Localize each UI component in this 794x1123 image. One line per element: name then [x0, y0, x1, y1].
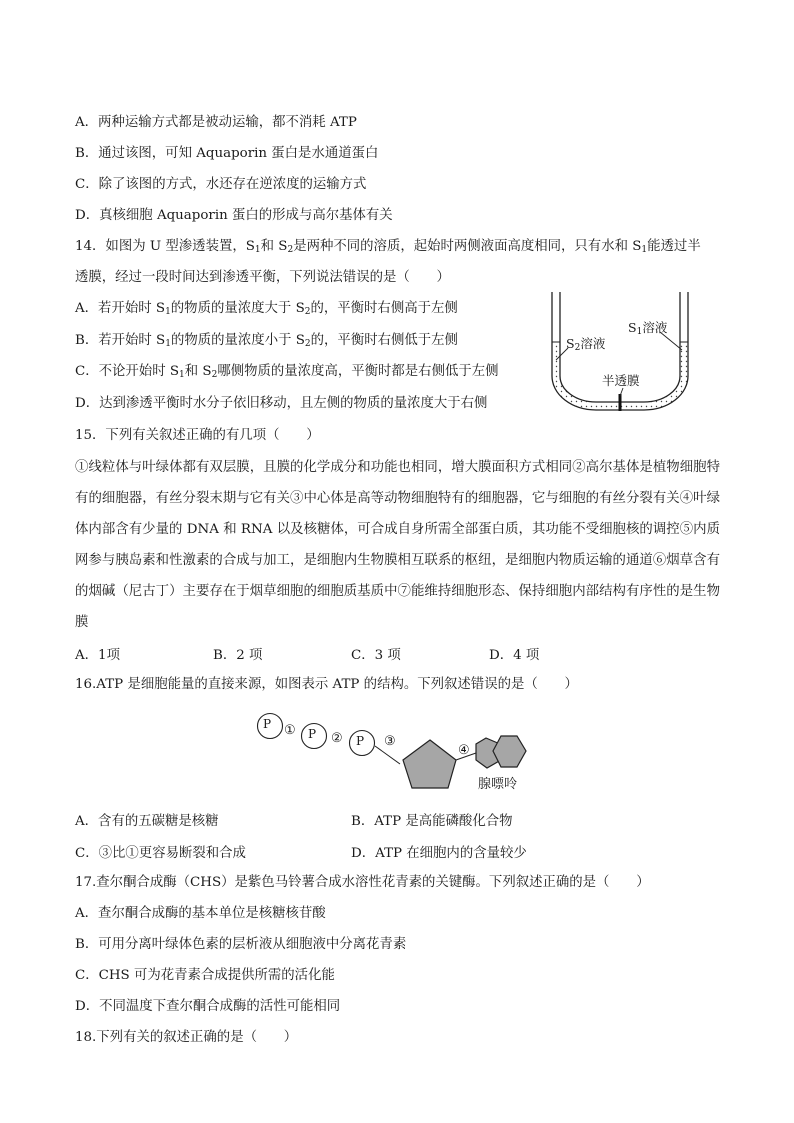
q17-option-d: D．不同温度下查尔酮合成酶的活性可能相同	[75, 999, 341, 1014]
q17-option-c: C．CHS 可为花青素合成提供所需的活化能	[75, 968, 335, 983]
q17-option-b: B．可用分离叶绿体色素的层析液从细胞液中分离花青素	[75, 937, 407, 952]
q15-option-a: A．1项	[75, 648, 120, 663]
bond-marker-3: ③	[384, 734, 396, 749]
phosphate-2-label: P	[308, 727, 317, 741]
q18-stem: 18.下列有关的叙述正确的是（ ）	[75, 1030, 298, 1045]
q16-stem: 16.ATP 是细胞能量的直接来源，如图表示 ATP 的结构。下列叙述错误的是（ ）	[75, 677, 578, 692]
q17-option-a: A．查尔酮合成酶的基本单位是核糖核苷酸	[75, 906, 326, 921]
q13-option-c: C．除了该图的方式，水还存在逆浓度的运输方式	[75, 177, 367, 192]
fig-s1-label: $S_1$溶液	[628, 320, 668, 337]
phosphate-3-label: P	[356, 734, 365, 748]
q13-option-d: D．真核细胞 Aquaporin 蛋白的形成与高尔基体有关	[75, 208, 393, 223]
fig-membrane-label: 半透膜	[602, 373, 640, 388]
q16-option-b: B．ATP 是高能磷酸化合物	[351, 814, 513, 829]
bond-marker-4: ④	[458, 743, 470, 758]
ribose-pentagon	[403, 740, 456, 788]
q14-stem-line1: 14．如图为 U 型渗透装置，$S_1$和 $S_2$是两种不同的溶质，起始时两侧液面高度相同，只有水和 $S_1$能透过半	[75, 239, 701, 255]
q15-paragraph: ①线粒体与叶绿体都有双层膜，且膜的化学成分和功能也相同，增大膜面积方式相同②高尔基体是植物细胞特有的细胞器，有丝分裂末期与它有关③中心体是高等动物细胞特有的细胞器，它与细胞的有丝分裂有关④叶绿体内部含有少量的 DNA 和 RNA 以及核糖体，可合成自身所需全部蛋白质，其功能不受细胞核的调控⑤内质网参与胰岛素和性激素的合成与加工，是细胞内生物膜相互联系的枢纽，是细胞内物质运输的通道⑥烟草含有的烟碱（尼古丁）主要存在于烟草细胞的细胞质基质中⑦能维持细胞形态、保持细胞内部结构有序性的是生物膜	[75, 460, 720, 630]
q14-option-b: B．若开始时 $S_1$的物质的量浓度小于 $S_2$的，平衡时右侧低于左侧	[75, 333, 458, 349]
q14-option-d: D．达到渗透平衡时水分子依旧移动，且左侧的物质的量浓度大于右侧	[75, 396, 488, 411]
bond-marker-2: ②	[331, 731, 343, 746]
q16-option-d: D．ATP 在细胞内的含量较少	[351, 846, 527, 861]
adenine-label: 腺嘌呤	[478, 777, 518, 792]
q17-stem: 17.查尔酮合成酶（CHS）是紫色马铃薯合成水溶性花青素的关键酶。下列叙述正确的是（ ）	[75, 875, 650, 890]
q13-option-a: A．两种运输方式都是被动运输，都不消耗 ATP	[75, 115, 357, 130]
q14-option-c: C．不论开始时 $S_1$和 $S_2$哪侧物质的量浓度高，平衡时都是右侧低于左侧	[75, 364, 499, 380]
u-tube-figure	[540, 290, 700, 418]
q14-option-a: A．若开始时 $S_1$的物质的量浓度大于 $S_2$的，平衡时右侧高于左侧	[75, 301, 458, 317]
q13-option-b: B．通过该图，可知 Aquaporin 蛋白是水通道蛋白	[75, 146, 379, 161]
fig-s2-label: $S_2$溶液	[566, 336, 606, 353]
phosphate-1-label: P	[263, 717, 272, 731]
q15-option-c: C．3 项	[351, 648, 401, 663]
q16-option-a: A．含有的五碳糖是核糖	[75, 814, 219, 829]
q14-stem-line2: 透膜，经过一段时间达到渗透平衡，下列说法错误的是（ ）	[75, 270, 450, 285]
q15-stem: 15．下列有关叙述正确的有几项（ ）	[75, 428, 320, 443]
q16-option-c: C．③比①更容易断裂和合成	[75, 846, 246, 861]
q15-option-b: B．2 项	[213, 648, 263, 663]
bond-marker-1: ①	[284, 723, 296, 738]
q15-option-d: D．4 项	[489, 648, 540, 663]
